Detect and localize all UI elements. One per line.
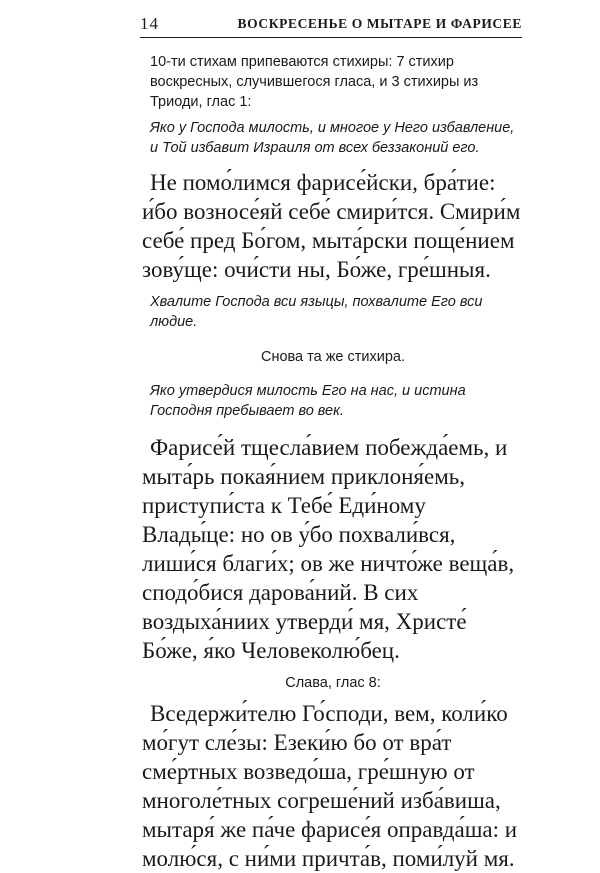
stichera-1: Не помо́лимся фарисе́йски, бра́тие: и́бо возносе́яй себе́ смири́тся. Смири́м себе́ пред Бо́гом, мыта́рски поще́нием зову́ще: очи́сти ны, Бо́же, гре́шныя.	[142, 170, 521, 282]
running-title: ВОСКРЕСЕНЬЕ О МЫТАРЕ И ФАРИСЕЕ	[237, 16, 522, 31]
rubric-repeat: Снова та же стихира.	[260, 349, 406, 365]
psalm-verse-2: Хвалите Господа вси языцы, похвалите Его вси людие.	[150, 294, 483, 330]
rubric-intro: 10-ти стихам припеваются стихиры: 7 стихир воскресных, случившегося гласа, и 3 стихиры из Триоди, глас 1:	[150, 54, 479, 110]
stichera-2: Фарисе́й тщесла́вием побежда́емь, и мыта́рь покая́нием приклоня́емь, приступи́ста к Тебе́ Еди́ному Влады́це: но ов у́бо похвали́вся, лиши́ся благи́х; ов же ничто́же веща́в, сподо́бися дарова́ний. В сих воздыха́ниих утверди́ мя, Христе́ Бо́же, я́ко Человеколю́бец.	[142, 435, 515, 663]
page-header	[140, 14, 522, 36]
header-rule	[140, 37, 522, 38]
page-number: 14	[140, 14, 159, 33]
stichera-glory: Вседержи́телю Го́споди, вем, коли́ко мо́гут сле́зы: Езеки́ю бо от вра́т сме́ртных возведо́ша, гре́шную от многоле́тных согреше́ний изба́виша, мытаря́ же па́че фарисе́я оправда́ша: и молю́ся, с ни́ми причта́в, поми́луй мя.	[142, 701, 518, 871]
rubric-glory: Слава, глас 8:	[285, 675, 381, 691]
psalm-verse-1: Яко у Господа милость, и многое у Него избавление, и Той избавит Израиля от всех беззаконий его.	[150, 120, 515, 156]
psalm-verse-3: Яко утвердися милость Его на нас, и истина Господня пребывает во век.	[150, 383, 466, 419]
